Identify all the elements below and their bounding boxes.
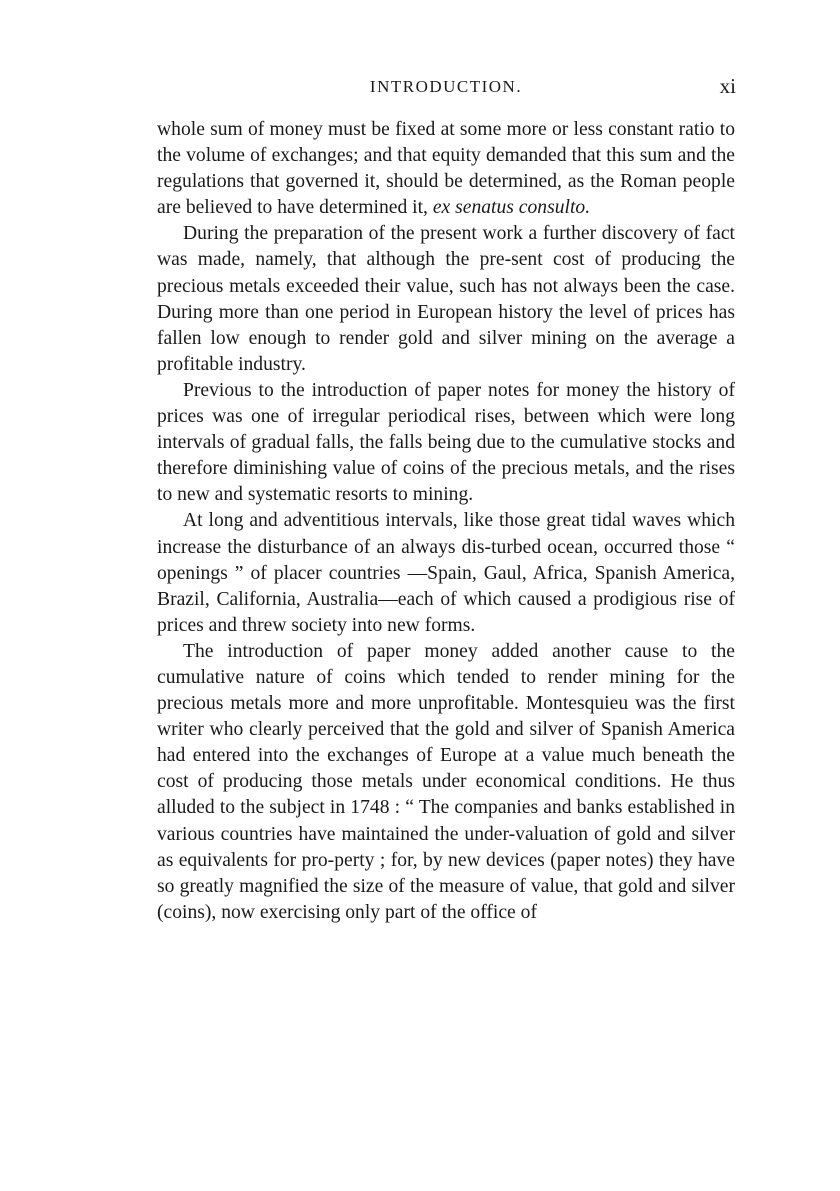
body-text	[157, 117, 735, 926]
paragraph-1	[157, 117, 735, 221]
paragraph-4: At long and adventitious intervals, like those great tidal waves which increase the disturbance of an always dis-turbed ocean, occurred those “ openings ” of placer countries —Spain, Gaul, Africa, Spanish America, Brazil, California, Australia—each of which caused a prodigious rise of prices and threw society into new forms.	[157, 510, 735, 636]
paragraph-3: Previous to the introduction of paper notes for money the history of prices was one of irregular periodical rises, between which were long intervals of gradual falls, the falls being due to the cumulative stocks and therefore diminishing value of coins of the precious metals, and the rises to new and systematic resorts to mining.	[157, 379, 735, 506]
paragraph-2: During the preparation of the present work a further discovery of fact was made, namely, that although the pre-sent cost of producing the precious metals exceeded their value, such has not always been the case. During more than one period in European history the level of prices has fallen low enough to render gold and silver mining on the average a profitable industry.	[157, 223, 735, 375]
paragraph-1-latin-phrase: ex senatus consulto.	[432, 197, 591, 219]
paragraph-1-text: whole sum of money must be fixed at some more or less constant ratio to the volume of exchanges; and that equity demanded that this sum and the regulations that governed it, should be determined, as the Roman people are believed to have determined it,	[157, 119, 735, 219]
paragraph-5: The introduction of paper money added another cause to the cumulative nature of coins which tended to render mining for the precious metals more and more unprofitable. Montesquieu was the first writer who clearly perceived that the gold and silver of Spanish America had entered into the exchanges of Europe at a value much beneath the cost of producing those metals under economical conditions. He thus alluded to the subject in 1748 : “ The companies and banks established in various countries have maintained the under-valuation of gold and silver as equivalents for pro-perty ; for, by new devices (paper notes) they have so greatly magnified the size of the measure of value, that gold and silver (coins), now exercising only part of the office of	[157, 640, 735, 923]
running-title: INTRODUCTION.	[369, 77, 523, 96]
page-number: xi	[719, 74, 736, 98]
running-head	[156, 74, 736, 100]
